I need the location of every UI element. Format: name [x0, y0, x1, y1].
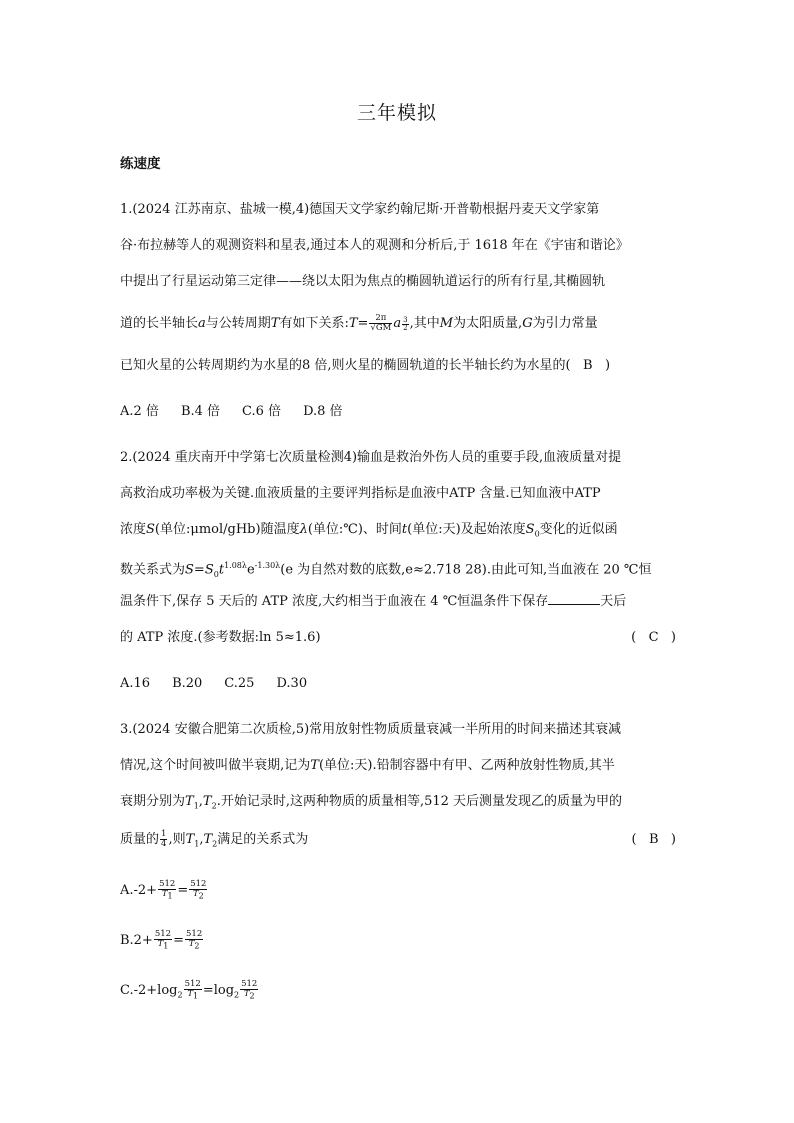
q1-formula-fraction: $\frac{2\pi}{√GM}$	[370, 313, 392, 333]
q3-option-a: A.-2+ $\frac{512}{T_1}$ = $\frac{512}{T_2}$	[120, 879, 207, 901]
q2-option-a: A.16	[120, 676, 151, 691]
q3-option-b: B.2+ $\frac{512}{T_1}$ = $\frac{512}{T_2}$	[120, 929, 203, 951]
q2-option-d: D.30	[276, 676, 308, 691]
q2-answer: C	[648, 630, 659, 645]
q1-formula-exponent: 3 2	[403, 315, 408, 332]
fill-blank[interactable]	[548, 592, 600, 605]
q2-line-2: 高救治成功率极为关键.血液质量的主要评判指标是血液中ATP 含量.已知血液中ATP	[120, 486, 601, 501]
q3-answer-paren: ( B )	[631, 832, 676, 847]
q3-line-4: 质量的 $\frac{1}{4}$ ,则$T_1,T_2$满足的关系式为	[120, 829, 309, 849]
q1-option-a: A.2 倍	[120, 404, 159, 419]
q1-option-c: C.6 倍	[242, 404, 282, 419]
q2-line-6: 的 ATP 浓度.(参考数据:ln 5≈1.6)	[120, 630, 321, 645]
q1-line-1: 1.(2024 江苏南京、盐城一模,4)德国天文学家约翰尼斯·开普勒根据丹麦天文学家第	[120, 202, 600, 217]
page-title: 三年模拟	[356, 102, 437, 124]
q2-option-c: C.25	[224, 676, 255, 691]
q1-line-4: 道的长半轴长a与公转周期T有如下关系:T= $\frac{2\pi}{√GM}$ a $^{\frac{3}{2}}$ ,其中M为太阳质量,G为引力常量	[120, 313, 598, 333]
q2-formula: S=S	[185, 562, 214, 578]
q2-line-1: 2.(2024 重庆南开中学第七次质量检测4)输血是救治外伤人员的重要手段,血液质量对提	[120, 450, 622, 465]
q3-quarter-fraction: $\frac{1}{4}$	[161, 829, 167, 849]
q1-option-d: D.8 倍	[303, 404, 343, 419]
section-heading: 练速度	[120, 156, 161, 172]
q1-options	[120, 402, 365, 422]
q2-line-4: 数关系式为$S=S_0t^{1.08\lambda}e^{-1.30\lambda}(e$ 为自然对数的底数,e≈2.718 28).由此可知,当血液在 20 ℃恒	[120, 561, 652, 579]
q3-option-c: $C.-2+\log_2$ $\frac{512}{T_1}$ $=\log_2$ $\frac{512}{T_2}$	[120, 979, 258, 1001]
q3-answer: B	[648, 832, 659, 847]
q3-line-3: 衰期分别为$T_1,T_2$.开始记录时,这两种物质的质量相等,512 天后测量发现乙的质量为甲的	[120, 794, 623, 811]
q3-line-2: 情况,这个时间被叫做半衰期,记为T(单位:天).铅制容器中有甲、乙两种放射性物质,其半	[120, 758, 615, 773]
q2-line-3: 浓度S(单位:μmol/gHb)随温度λ(单位:℃)、时间t(单位:天)及起始浓度$S_0$变化的近似函	[120, 522, 618, 539]
q1-line-3: 中提出了行星运动第三定律——绕以太阳为焦点的椭圆轨道运行的所有行星,其椭圆轨	[120, 274, 606, 289]
q2-answer-paren: ( C )	[631, 630, 676, 645]
q3-line-1: 3.(2024 安徽合肥第二次质检,5)常用放射性物质质量衰减一半所用的时间来描述其衰减	[120, 722, 622, 737]
q1-line-2: 谷·布拉赫等人的观测资料和星表,通过本人的观测和分析后,于 1618 年在《宇宙和谐论》	[120, 238, 629, 253]
q1-answer: B	[583, 358, 593, 373]
q2-line-5: 温条件下,保存 5 天后的 ATP 浓度,大约相当于血液在 4 ℃恒温条件下保存 天后	[120, 594, 627, 609]
q2-options	[120, 674, 329, 694]
q2-option-b: B.20	[172, 676, 203, 691]
q1-line-5: 已知火星的公转周期约为水星的8 倍,则火星的椭圆轨道的长半轴长约为水星的( B )	[120, 358, 611, 373]
q1-formula-lhs: T=	[348, 316, 369, 331]
q1-option-b: B.4 倍	[180, 404, 221, 419]
